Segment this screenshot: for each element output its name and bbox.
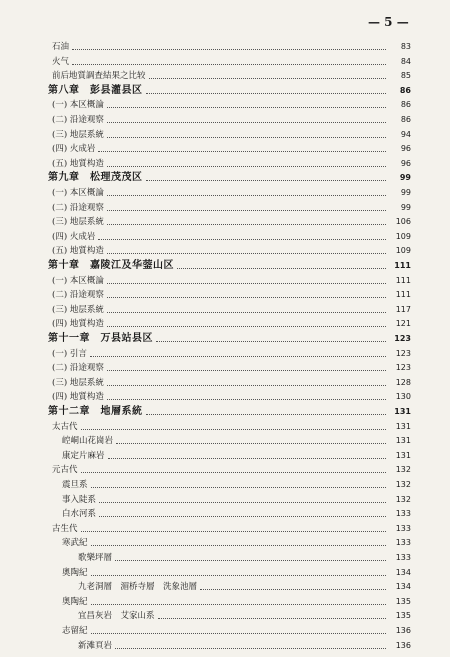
toc-entry-label: (五) 地質构造 bbox=[52, 246, 104, 257]
toc-entry-row bbox=[52, 272, 411, 286]
toc-entry-row bbox=[52, 213, 411, 227]
dot-leader bbox=[98, 150, 386, 152]
toc-entry-label: 第十二章 地層系統 bbox=[48, 406, 143, 417]
toc-entry-row bbox=[52, 140, 411, 154]
toc-entry-page: 133 bbox=[395, 538, 411, 548]
toc-entry-page: 136 bbox=[395, 626, 411, 635]
toc-chapter-row bbox=[48, 330, 411, 344]
toc-entry-page: 96 bbox=[400, 144, 411, 154]
toc-entry-page: 111 bbox=[395, 275, 411, 285]
toc-entry-label: 第九章 松理茂茂区 bbox=[48, 172, 143, 184]
toc-entry-page: 117 bbox=[395, 304, 411, 314]
toc-entry-label: 古生代 bbox=[52, 523, 78, 534]
toc-entry-page: 131 bbox=[395, 450, 411, 460]
toc-entry-row bbox=[52, 155, 411, 169]
toc-entry-page: 135 bbox=[395, 611, 411, 621]
toc-entry-label: 元古代 bbox=[52, 465, 78, 476]
toc-entry-row bbox=[62, 534, 411, 548]
toc-entry-row bbox=[52, 461, 411, 475]
toc-entry-row bbox=[52, 359, 411, 373]
toc-entry-label: 太古代 bbox=[52, 421, 78, 432]
dot-leader bbox=[107, 121, 386, 123]
toc-entry-row bbox=[62, 564, 411, 578]
toc-entry-page: 86 bbox=[400, 115, 411, 124]
toc-entry-page: 136 bbox=[395, 640, 411, 650]
toc-entry-label: 九老洞層 湄桥寺層 洗象池層 bbox=[78, 582, 198, 593]
dot-leader bbox=[90, 355, 386, 357]
dot-leader bbox=[107, 282, 386, 284]
dot-leader bbox=[200, 588, 386, 590]
toc-entry-page: 128 bbox=[395, 377, 411, 387]
toc-entry-page: 85 bbox=[400, 71, 411, 81]
page-number: — 5 — bbox=[368, 15, 409, 29]
dot-leader bbox=[146, 92, 387, 94]
toc-entry-label: (五) 地質构造 bbox=[52, 158, 104, 169]
dot-leader bbox=[107, 384, 386, 386]
toc-entry-label: (三) 地层系統 bbox=[52, 304, 104, 315]
dot-leader bbox=[91, 486, 386, 488]
toc-entry-page: 133 bbox=[395, 523, 411, 533]
toc-entry-row bbox=[52, 520, 411, 534]
toc-entry-page: 121 bbox=[395, 319, 411, 329]
dot-leader bbox=[146, 179, 387, 181]
toc-entry-label: 新滩頁岩 bbox=[78, 640, 113, 651]
toc-entry-label: 宜昌灰岩 艾家山系 bbox=[78, 611, 155, 622]
toc-entry-label: 寒武紀 bbox=[62, 538, 88, 549]
toc-entry-label: 第十一章 万县站县区 bbox=[48, 333, 153, 344]
toc-entry-page: 84 bbox=[400, 56, 411, 66]
toc-entry-page: 134 bbox=[395, 582, 411, 592]
toc-entry-row bbox=[52, 388, 411, 402]
toc-entry-row bbox=[52, 301, 411, 315]
dot-leader bbox=[107, 296, 386, 298]
toc-entry-page: 133 bbox=[395, 553, 411, 562]
dot-leader bbox=[72, 48, 386, 50]
toc-entry-page: 106 bbox=[395, 217, 411, 227]
toc-entry-label: 火气 bbox=[52, 56, 70, 67]
toc-entry-label: (二) 沿途观察 bbox=[52, 363, 104, 374]
toc-entry-label: (三) 地层系統 bbox=[52, 377, 104, 388]
dot-leader bbox=[81, 530, 386, 532]
dot-leader bbox=[99, 501, 386, 503]
toc-entry-label: (四) 火成岩 bbox=[52, 231, 96, 242]
dot-leader bbox=[177, 267, 386, 269]
toc-entry-page: 83 bbox=[400, 42, 411, 51]
dot-leader bbox=[81, 428, 386, 430]
toc-entry-page: 135 bbox=[395, 596, 411, 606]
toc-entry-page: 123 bbox=[395, 363, 411, 373]
toc-entry-row bbox=[62, 491, 411, 505]
toc-chapter-row bbox=[48, 257, 411, 271]
dot-leader bbox=[107, 311, 386, 313]
toc-entry-label: (一) 引言 bbox=[52, 348, 87, 359]
dot-leader bbox=[107, 136, 386, 138]
dot-leader bbox=[107, 165, 386, 167]
toc-entry-row bbox=[62, 447, 411, 461]
dot-leader bbox=[116, 442, 386, 444]
toc-entry-page: 111 bbox=[394, 261, 411, 270]
dot-leader bbox=[107, 223, 386, 225]
dot-leader bbox=[107, 106, 386, 108]
toc-entry-row bbox=[52, 228, 411, 242]
toc-entry-label: (四) 火成岩 bbox=[52, 144, 96, 155]
toc-entry-row bbox=[52, 96, 411, 110]
toc-chapter-row bbox=[48, 403, 411, 417]
dot-leader bbox=[99, 515, 386, 517]
toc-entry-row bbox=[52, 111, 411, 125]
toc-entry-page: 94 bbox=[400, 129, 411, 139]
dot-leader bbox=[107, 325, 386, 327]
toc-entry-label: 奧陶紀 bbox=[62, 567, 88, 578]
dot-leader bbox=[107, 252, 386, 254]
toc-entry-row bbox=[78, 578, 411, 592]
toc-entry-label: 崆峒山花崗岩 bbox=[62, 436, 114, 447]
toc-entry-row bbox=[62, 505, 411, 519]
dot-leader bbox=[107, 209, 386, 211]
toc-entry-row bbox=[62, 476, 411, 490]
dot-leader bbox=[72, 63, 386, 65]
toc-entry-row bbox=[62, 593, 411, 607]
toc-entry-row bbox=[52, 199, 411, 213]
dot-leader bbox=[115, 559, 386, 561]
toc-entry-label: (二) 沿途观察 bbox=[52, 202, 104, 213]
dot-leader bbox=[149, 77, 386, 79]
toc-entry-page: 123 bbox=[395, 348, 411, 358]
dot-leader bbox=[81, 471, 386, 473]
toc-entry-page: 99 bbox=[399, 173, 411, 183]
toc-entry-page: 86 bbox=[400, 100, 411, 110]
toc-entry-page: 131 bbox=[394, 407, 411, 416]
toc-entry-page: 131 bbox=[395, 436, 411, 446]
dot-leader bbox=[107, 369, 386, 371]
toc-entry-label: (四) 地質构造 bbox=[52, 319, 104, 330]
toc-entry-page: 96 bbox=[400, 158, 411, 168]
toc-entry-label: 震旦系 bbox=[62, 480, 88, 490]
toc-entry-page: 111 bbox=[395, 290, 411, 300]
toc-entry-page: 109 bbox=[395, 246, 411, 256]
toc-entry-label: 白水河系 bbox=[62, 509, 97, 520]
toc-entry-page: 123 bbox=[394, 334, 411, 343]
toc-entry-page: 132 bbox=[395, 494, 411, 504]
toc-entry-label: 第八章 彭县灌县区 bbox=[48, 84, 143, 96]
toc-chapter-row bbox=[48, 82, 411, 96]
toc-entry-label: 事入陡系 bbox=[62, 494, 97, 505]
dot-leader bbox=[91, 544, 386, 546]
toc-entry-page: 86 bbox=[399, 85, 411, 95]
dot-leader bbox=[158, 617, 386, 619]
toc-entry-row bbox=[62, 432, 411, 446]
toc-entry-label: 石油 bbox=[52, 42, 70, 52]
toc-entry-label: (一) 本区概論 bbox=[52, 100, 104, 111]
toc-entry-row bbox=[52, 315, 411, 329]
toc-entry-page: 99 bbox=[400, 188, 411, 197]
toc-entry-label: 前后地質調査結果之比较 bbox=[52, 71, 146, 82]
toc-entry-row bbox=[52, 374, 411, 388]
toc-entry-row bbox=[52, 184, 411, 198]
toc-entry-page: 109 bbox=[395, 231, 411, 241]
dot-leader bbox=[91, 632, 386, 634]
toc-entry-row bbox=[78, 607, 411, 621]
toc-entry-row bbox=[52, 38, 411, 52]
toc-chapter-row bbox=[48, 169, 411, 183]
toc-entry-page: 130 bbox=[395, 392, 411, 402]
dot-leader bbox=[108, 457, 386, 459]
toc-entry-page: 134 bbox=[395, 567, 411, 577]
toc-entry-row bbox=[52, 242, 411, 256]
toc-entry-page: 132 bbox=[395, 465, 411, 475]
toc-entry-label: 奥陶紀 bbox=[62, 596, 88, 607]
toc-entry-row bbox=[52, 53, 411, 67]
toc-entry-label: (二) 沿途观察 bbox=[52, 290, 104, 301]
dot-leader bbox=[91, 603, 386, 605]
toc-entry-label: (二) 沿途观察 bbox=[52, 115, 104, 125]
dot-leader bbox=[115, 647, 386, 649]
dot-leader bbox=[107, 398, 386, 400]
toc-entry-row bbox=[62, 622, 411, 636]
toc-entry-row bbox=[52, 345, 411, 359]
toc-entry-row bbox=[78, 637, 411, 651]
dot-leader bbox=[156, 340, 386, 342]
toc-entry-label: 康定片麻岩 bbox=[62, 450, 105, 461]
toc-entry-row bbox=[52, 286, 411, 300]
toc-entry-label: (一) 本区概論 bbox=[52, 188, 104, 198]
toc-entry-page: 99 bbox=[400, 202, 411, 212]
toc-entry-label: (三) 地层系統 bbox=[52, 217, 104, 228]
dot-leader bbox=[91, 574, 386, 576]
dot-leader bbox=[98, 238, 386, 240]
toc-entry-label: (四) 地質构造 bbox=[52, 392, 104, 403]
toc-entry-row bbox=[52, 67, 411, 81]
toc-entry-row bbox=[52, 418, 411, 432]
toc-entry-label: (一) 本区概論 bbox=[52, 275, 104, 286]
toc-entry-row bbox=[52, 126, 411, 140]
dot-leader bbox=[146, 413, 387, 415]
toc-entry-label: (三) 地层系統 bbox=[52, 129, 104, 140]
toc-entry-page: 133 bbox=[395, 509, 411, 519]
toc-entry-label: 歌樂坪層 bbox=[78, 553, 113, 563]
toc-entry-row bbox=[78, 549, 411, 563]
toc-entry-page: 132 bbox=[395, 480, 411, 489]
dot-leader bbox=[107, 194, 386, 196]
toc-entry-page: 131 bbox=[395, 421, 411, 431]
toc-entry-label: 志留紀 bbox=[62, 626, 88, 636]
toc-entry-label: 第十章 嘉陵江及华蓥山区 bbox=[48, 260, 174, 271]
